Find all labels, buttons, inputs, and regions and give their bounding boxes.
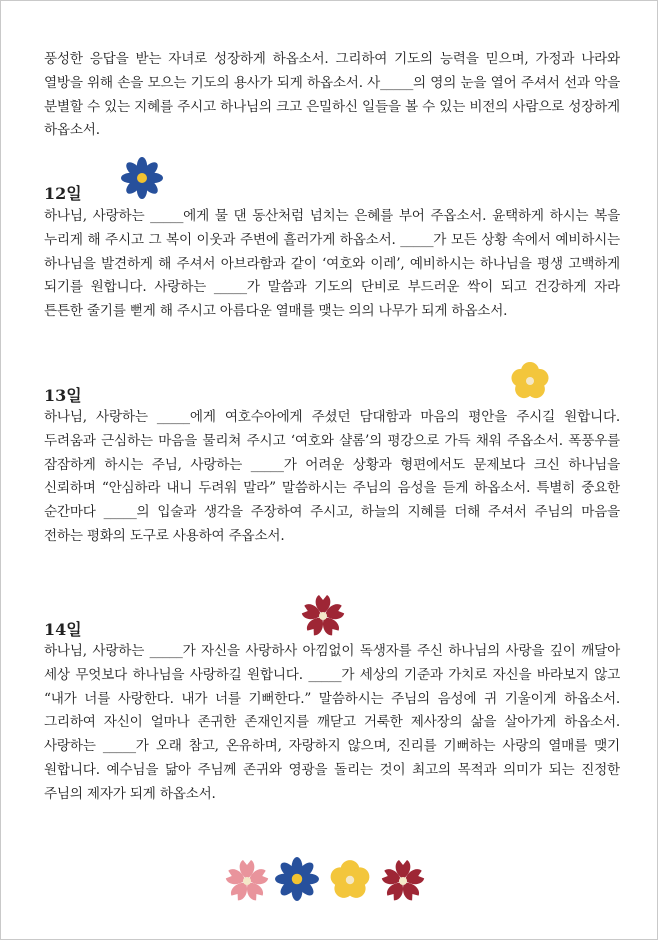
day-13-paragraph: 하나님, 사랑하는 _____에게 여호수아에게 주셨던 담대함과 마음의 평안을 주시길 원합니다. 두려움과 근심하는 마음을 물리쳐 주시고 ‘여호와 샬롬’의 평강으로 가득 채워 주옵소서. 폭풍우를 잠잠하게 하시는 주님, 사랑하는 _____가 어려운 상황과 형편에서도 문제보다 크신 하나님을 신뢰하며 “안심하라 내니 두려워 말라” 말씀하시는 주님의 음성을 듣게 하옵소서. 특별히 중요한 순간마다 _____의 입술과 생각을 주장하여 주시고, 하늘의 지혜를 더해 주셔서 주님의 마음을 전하는 평화의 도구로 사용하여 주옵소서. <box>44 409 620 544</box>
day-14-heading: 14일 <box>44 620 82 639</box>
intro-paragraph: 풍성한 응답을 받는 자녀로 성장하게 하옵소서. 그리하여 기도의 능력을 믿으며, 가정과 나라와 열방을 위해 손을 모으는 기도의 용사가 되게 하옵소서. 사_____의 영의 눈을 열어 주셔서 선과 악을 분별할 수 있는 지혜를 주시고 하나님의 크고 은밀하신 일들을 볼 수 있는 비전의 사람으로 성장하게 하옵소서. <box>44 51 620 139</box>
blue-flower-icon <box>274 856 320 902</box>
day-14-paragraph: 하나님, 사랑하는 _____가 자신을 사랑하사 아낌없이 독생자를 주신 하나님의 사랑을 깊이 깨달아 세상 무엇보다 하나님을 사랑하길 원합니다. _____가 세상의 기준과 가치로 자신을 바라보지 않고 “내가 너를 사랑한다. 내가 너를 기뻐한다.” 말씀하시는 주님의 음성에 귀 기울이게 하옵소서. 그리하여 자신이 얼마나 존귀한 존재인지를 깨닫고 거룩한 제사장의 삶을 살아가게 하옵소서. 사랑하는 _____가 오래 참고, 온유하며, 자랑하지 않으며, 진리를 기뻐하는 사랑의 열매를 맺기 원합니다. 예수님을 닮아 주님께 존귀와 영광을 돌리는 것이 최고의 목적과 의미가 되는 진정한 주님의 제자가 되게 하옵소서. <box>44 643 620 802</box>
yellow-flower-icon <box>328 858 372 902</box>
day-12-paragraph: 하나님, 사랑하는 _____에게 물 댄 동산처럼 넘치는 은혜를 부어 주옵소서. 윤택하게 하시는 복을 누리게 해 주시고 그 복이 이웃과 주변에 흘러가게 하옵소서. _____가 모든 상황 속에서 예비하시는 하나님을 발견하게 해 주셔서 아브라함과 같이 ‘여호와 이레’, 예비하시는 하나님을 평생 고백하게 되기를 원합니다. 사랑하는 _____가 말씀과 기도의 단비로 부드러운 싹이 되고 건강하게 자라 튼튼한 줄기를 뻗게 해 주시고 아름다운 열매를 맺는 의의 나무가 되게 하옵소서. <box>44 208 620 320</box>
red-flower-icon <box>380 858 426 904</box>
day-13-heading: 13일 <box>44 386 82 405</box>
blue-flower-icon <box>120 156 164 200</box>
pink-flower-icon <box>224 858 270 904</box>
day-12-heading: 12일 <box>44 184 82 203</box>
yellow-flower-icon <box>509 360 551 402</box>
red-flower-icon <box>300 593 346 639</box>
